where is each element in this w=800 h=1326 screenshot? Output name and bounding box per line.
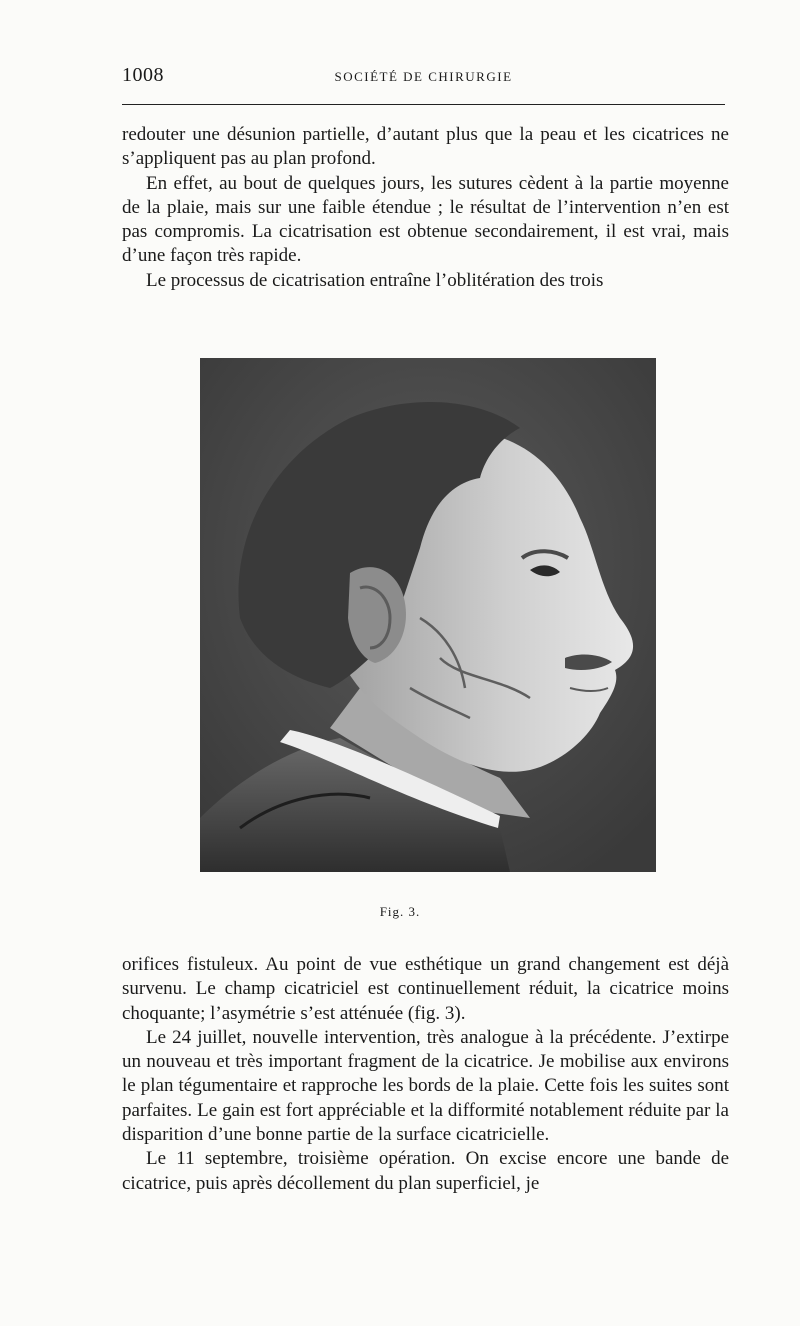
portrait-photo (200, 358, 656, 872)
text-block-bottom (122, 953, 729, 1196)
page-number: 1008 (122, 64, 164, 86)
paragraph: Le 11 septembre, troisième opération. On excise encore une bande de cicatrice, puis après décollement du plan superficiel, je (122, 1148, 729, 1194)
running-title: SOCIÉTÉ DE CHIRURGIE (334, 69, 513, 84)
paragraph: En effet, au bout de quelques jours, les sutures cèdent à la partie moyenne de la plaie, mais sur une faible étendue ; le résultat de l’intervention n’en est pas compromis. La cicatrisation est obtenue secondairement, il est vrai, mais d’une façon très rapide. (122, 172, 729, 267)
figure-photograph (200, 358, 656, 872)
page-header (122, 64, 725, 94)
text-block-top (122, 123, 729, 293)
paragraph: redouter une désunion partielle, d’autant plus que la peau et les cicatrices ne s’appliquent pas au plan profond. (122, 124, 729, 170)
header-rule (122, 104, 725, 105)
paragraph: orifices fistuleux. Au point de vue esthétique un grand changement est déjà survenu. Le champ cicatriciel est continuellement réduit, la cicatrice moins choquante; l’asymétrie s’est atténuée (fig. 3). (122, 954, 729, 1024)
figure-caption: Fig. 3. (379, 904, 421, 919)
paragraph: Le 24 juillet, nouvelle intervention, très analogue à la précédente. J’extirpe un nouveau et très important fragment de la cicatrice. Je mobilise aux environs le plan tégumentaire et rapproche les bords de la plaie. Cette fois les suites sont parfaites. Le gain est fort appréciable et la difformité notablement réduite par la disparition d’une bonne partie de la surface cicatricielle. (122, 1026, 729, 1146)
paragraph: Le processus de cicatrisation entraîne l’oblitération des trois (146, 269, 604, 291)
